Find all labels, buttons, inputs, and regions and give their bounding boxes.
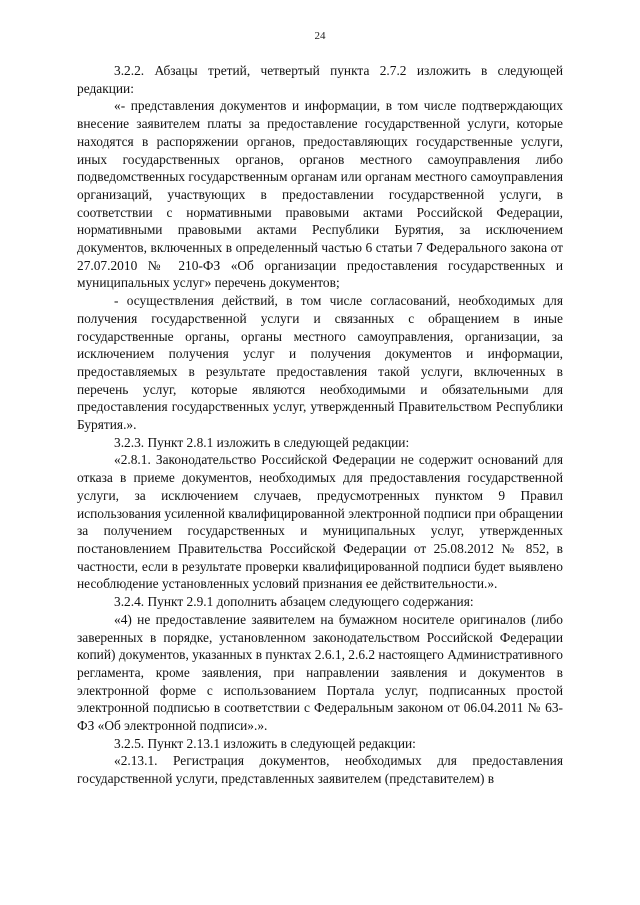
paragraph-3-2-5-heading: 3.2.5. Пункт 2.13.1 изложить в следующей редакции: bbox=[114, 735, 416, 751]
paragraph-3-2-4-heading: 3.2.4. Пункт 2.9.1 дополнить абзацем следующего содержания: bbox=[114, 594, 474, 610]
page-number: 24 bbox=[314, 30, 326, 42]
paragraph-2-8-1: «2.8.1. Законодательство Российской Федерации не содержит оснований для отказа в приеме документов, необходимых для предоставления государственной услуги, за исключением случаев, предусмотренных пунктом 9 Правил использования усиленной квалифицированной электронной подписи при обращении за получением государственных и муниципальных услуг, утвержденных постановлением Правительства Российской Федерации от 25.08.2012 № 852, в частности, если в результате проверки квалифицированной подписи будет выявлено несоблюдение установленных условий признания ее действительности.». bbox=[77, 452, 563, 592]
document-body bbox=[77, 62, 563, 788]
paragraph-item-4: «4) не предоставление заявителем на бумажном носителе оригиналов (либо заверенных в порядке, установленном законодательством Российской Федерации копий) документов, указанных в пунктах 2.6.1, 2.6.2 настоящего Административного регламента, кроме заявления, при направлении заявления и документов в электронной форме с использованием Портала услуг, подписанных простой электронной подписью в соответствии с Федеральным законом от 06.04.2011 № 63-ФЗ «Об электронной подписи».». bbox=[77, 611, 563, 734]
paragraph-actions-approvals: - осуществления действий, в том числе согласований, необходимых для получения государственной услуги и связанных с обращением в иные государственные органы, органы местного самоуправления, организации, за исключением получения услуг и получения документов и информации, предоставляемых в результате предоставления такой услуги, включенных в перечень услуг, которые являются необходимыми и обязательными для предоставления государственных услуг, утвержденный Правительством Республики Бурятия.». bbox=[77, 293, 563, 433]
paragraph-3-2-3-heading: 3.2.3. Пункт 2.8.1 изложить в следующей редакции: bbox=[114, 434, 410, 450]
paragraph-2-13-1: «2.13.1. Регистрация документов, необходимых для предоставления государственной услуги, представленных заявителем (представителем) в bbox=[77, 753, 563, 787]
paragraph-documents-provision: «- представления документов и информации, в том числе подтверждающих внесение заявителем платы за предоставление государственной услуги, которые находятся в распоряжении органов, предоставляющих государственные услуги, иных государственных органов, органов местного самоуправления либо подведомственных государственным органам или органам местного самоуправления организаций, участвующих в предоставлении государственной услуги, в соответствии с нормативными правовыми актами Российской Федерации, нормативными правовыми актами Республики Бурятия, за исключением документов, включенных в определенный частью 6 статьи 7 Федерального закона от 27.07.2010 № 210-ФЗ «Об организации предоставления государственных и муниципальных услуг» перечень документов; bbox=[77, 98, 563, 291]
paragraph-3-2-2-heading: 3.2.2. Абзацы третий, четвертый пункта 2.7.2 изложить в следующей редакции: bbox=[77, 63, 563, 96]
